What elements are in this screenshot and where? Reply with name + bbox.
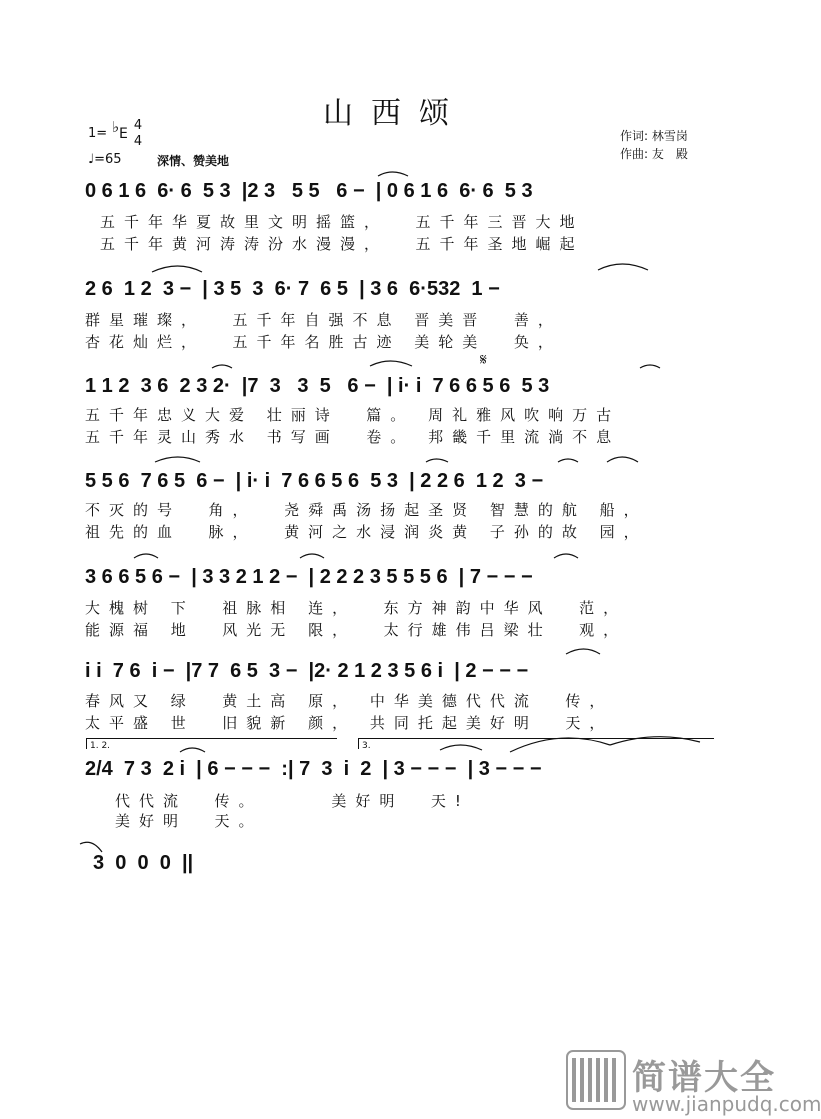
time-signature-top: 4	[133, 118, 143, 133]
slur-curve	[152, 266, 202, 272]
lyrics-row-3-verse-2: 五千年灵山秀水 书写画 卷。 邦畿千里流淌不息	[85, 428, 621, 446]
time-signature-bottom: 4	[133, 134, 143, 149]
slur-curve	[566, 649, 600, 654]
segno-icon: 𝄋	[480, 350, 487, 369]
notes-row-3: 1 1 2 3 6 2 3 2· |7 3 3 5 6 − | i· i 7 6 6 5 6 5 3	[85, 375, 550, 397]
notes-row-8: 3 0 0 0 ||	[93, 852, 194, 874]
slur-curve	[558, 459, 578, 462]
lyrics-row-4-verse-1: 不灭的号 角， 尧舜禹汤扬起圣贤 智慧的航 船，	[85, 501, 648, 519]
slur-curve	[155, 457, 200, 462]
watermark-url: www.jianpudq.com	[632, 1092, 821, 1116]
slur-curve	[300, 554, 324, 558]
lyrics-row-7-verse-2: 美好明 天。	[115, 812, 263, 830]
key-letter: E	[119, 126, 128, 142]
key-flat-sign: ♭	[112, 118, 120, 136]
key-prefix: 1=	[88, 126, 108, 141]
lyrics-row-3-verse-1: 五千年忠义大爱 壮丽诗 篇。 周礼雅风吹响万古	[85, 406, 621, 424]
piano-keys-icon	[566, 1050, 626, 1110]
slur-curve	[607, 457, 638, 462]
slur-curve	[426, 459, 448, 462]
tempo-value: =65	[94, 152, 122, 167]
lyrics-row-1-verse-1: 五千年华夏故里文明摇篮， 五千年三晋大地	[100, 213, 584, 231]
notes-row-7: 2/4 7 3 2 i | 6 − − − :| 7 3 i 2 | 3 − − − | 3 − − −	[85, 758, 542, 780]
watermark-brand: 简谱大全	[632, 1058, 776, 1098]
slur-curve	[554, 554, 578, 558]
lyricist-credit: 作词: 林雪岗	[620, 129, 688, 143]
slur-curve	[370, 361, 412, 366]
notes-row-4: 5 5 6 7 6 5 6 − | i· i 7 6 6 5 6 5 3 | 2 2 6 1 2 3 −	[85, 470, 544, 492]
slur-curve	[640, 365, 660, 368]
lyrics-row-6-verse-1: 春风又 绿 黄土高 原， 中华美德代代流 传，	[85, 692, 614, 710]
volta-second-label: 3.	[362, 741, 371, 751]
notes-row-6: i i 7 6 i − |7 7 6 5 3 − |2· 2 1 2 3 5 6 i | 2 − − −	[85, 660, 529, 682]
slur-curve	[80, 842, 102, 852]
slur-curve	[212, 365, 232, 368]
lyrics-row-5-verse-1: 大槐树 下 祖脉相 连， 东方神韵中华风 范，	[85, 599, 628, 617]
volta-first-label: 1. 2.	[90, 741, 111, 751]
slur-curve	[610, 737, 700, 745]
slur-curve	[180, 748, 205, 752]
slur-curve	[598, 264, 648, 270]
lyrics-row-4-verse-2: 祖先的血 脉， 黄河之水浸润炎黄 子孙的故 园，	[85, 523, 648, 541]
lyrics-row-5-verse-2: 能源福 地 风光无 限， 太行雄伟吕梁壮 观，	[85, 621, 628, 639]
lyrics-row-1-verse-2: 五千年黄河涛涛汾水漫漫， 五千年圣地崛起	[100, 235, 584, 253]
score-title: 山西颂	[323, 96, 467, 131]
watermark	[566, 1050, 626, 1114]
slur-curve	[440, 745, 482, 750]
lyrics-row-6-verse-2: 太平盛 世 旧貌新 颜， 共同托起美好明 天，	[85, 714, 614, 732]
slur-curve	[134, 554, 158, 558]
slur-curve	[510, 738, 610, 752]
notes-row-5: 3 6 6 5 6 − | 3 3 2 1 2 − | 2 2 2 3 5 5 5 6 | 7 − − −	[85, 566, 533, 588]
lyrics-row-7-verse-1: 代代流 传。 美好明 天!	[115, 792, 470, 810]
composer-credit: 作曲: 友 殿	[620, 147, 688, 161]
quarter-note-icon: ♩	[88, 152, 95, 167]
lyrics-row-2-verse-2: 杏花灿烂， 五千年名胜古迹 美轮美 奂，	[85, 333, 562, 351]
notes-row-1: 0 6 1 6 6· 6 5 3 |2 3 5 5 6 − | 0 6 1 6 6· 6 5 3	[85, 180, 533, 202]
lyrics-row-2-verse-1: 群星璀璨， 五千年自强不息 晋美晋 善，	[85, 311, 562, 329]
notes-row-2: 2 6 1 2 3 − | 3 5 3 6· 7 6 5 | 3 6 6·532 1 −	[85, 278, 500, 300]
expression-marking: 深情、赞美地	[157, 154, 230, 168]
slur-curve	[378, 172, 408, 176]
